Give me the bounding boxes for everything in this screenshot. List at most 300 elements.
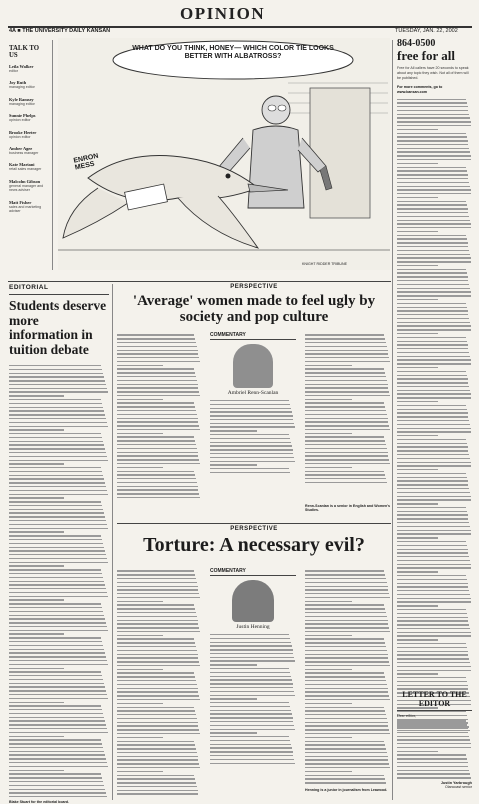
text-line xyxy=(397,363,471,364)
text-line xyxy=(9,789,105,790)
text-line xyxy=(305,376,386,377)
text-line xyxy=(9,482,105,483)
text-line xyxy=(9,781,103,782)
text-line xyxy=(305,623,388,624)
text-line xyxy=(305,748,386,749)
text-line xyxy=(305,695,389,696)
text-line xyxy=(117,744,195,745)
text-line xyxy=(117,654,198,655)
staff-name: Kate Mariani xyxy=(9,162,35,168)
text-line xyxy=(397,609,466,610)
commentary-label: COMMENTARY xyxy=(210,568,296,576)
text-line xyxy=(210,683,293,684)
text-line xyxy=(117,775,194,776)
text-line xyxy=(117,756,198,757)
text-line xyxy=(9,581,104,582)
text-line xyxy=(117,471,194,472)
text-line xyxy=(397,382,468,383)
text-line xyxy=(397,333,438,334)
text-line xyxy=(117,748,196,749)
text-line xyxy=(397,736,469,737)
free-for-all-link: For more comments, go to www.kansan.com xyxy=(397,84,443,94)
text-line xyxy=(9,448,105,449)
perspective-body-col2 xyxy=(210,634,296,764)
text-line xyxy=(9,762,107,763)
text-line xyxy=(9,490,107,491)
text-line xyxy=(305,459,389,460)
text-line xyxy=(9,528,108,529)
text-line xyxy=(117,342,196,343)
text-line xyxy=(117,691,198,692)
text-line xyxy=(397,628,470,629)
text-line xyxy=(9,497,64,498)
text-line xyxy=(305,657,388,658)
text-line xyxy=(397,110,468,111)
staff-name: Malcolm Gibson xyxy=(9,178,41,184)
text-line xyxy=(397,208,468,209)
letter-title: LETTER TO THE EDITOR xyxy=(402,690,467,708)
text-line xyxy=(210,729,295,730)
text-line xyxy=(305,650,387,651)
text-line xyxy=(305,444,386,445)
letter-greeting: Dear editor, xyxy=(397,713,416,718)
text-line xyxy=(305,429,390,430)
text-line xyxy=(117,365,163,366)
text-line xyxy=(397,272,467,273)
text-line xyxy=(305,714,386,715)
text-line xyxy=(9,535,101,536)
text-line xyxy=(397,571,438,572)
text-line xyxy=(305,771,352,772)
text-line xyxy=(305,635,352,636)
text-line xyxy=(305,357,389,358)
text-line xyxy=(305,729,389,730)
text-line xyxy=(305,574,385,575)
text-line xyxy=(9,460,108,461)
text-line xyxy=(397,178,468,179)
text-line xyxy=(210,468,289,469)
paper-name: THE UNIVERSITY DAILY KANSAN xyxy=(22,28,111,34)
text-line xyxy=(9,683,104,684)
text-line xyxy=(9,543,103,544)
text-line xyxy=(397,254,470,255)
text-line xyxy=(305,350,388,351)
text-line xyxy=(397,556,469,557)
perspective-body-col3 xyxy=(305,332,391,486)
text-line xyxy=(397,114,469,115)
text-line xyxy=(305,418,388,419)
text-line xyxy=(117,627,199,628)
staff-role: business manager xyxy=(9,151,39,156)
staff-name: Brooke Heeter xyxy=(9,129,37,135)
text-line xyxy=(117,372,195,373)
text-line xyxy=(305,346,387,347)
staff-role: opinion editor xyxy=(9,134,31,139)
text-line xyxy=(9,547,104,548)
text-line xyxy=(305,421,388,422)
text-line xyxy=(397,632,471,633)
text-line xyxy=(397,477,467,478)
text-line xyxy=(397,754,466,755)
text-line xyxy=(117,650,197,651)
text-line xyxy=(397,280,468,281)
text-line xyxy=(397,204,467,205)
text-line xyxy=(210,445,292,446)
editorial-headline: Students deserve more information in tuition debate xyxy=(9,298,107,357)
text-line xyxy=(397,586,468,587)
text-line xyxy=(397,670,471,671)
text-line xyxy=(397,148,469,149)
text-line xyxy=(305,436,384,437)
text-line xyxy=(117,346,197,347)
text-line xyxy=(117,350,198,351)
text-line xyxy=(117,699,200,700)
text-line xyxy=(117,665,200,666)
text-line xyxy=(305,334,384,335)
text-line xyxy=(9,524,107,525)
text-line xyxy=(117,395,200,396)
text-line xyxy=(9,414,105,415)
text-line xyxy=(397,367,438,368)
text-line xyxy=(305,763,389,764)
text-line xyxy=(305,463,390,464)
text-line xyxy=(305,410,386,411)
text-line xyxy=(9,422,107,423)
text-line xyxy=(9,649,104,650)
perspective-body-col2 xyxy=(210,400,296,473)
text-line xyxy=(210,676,291,677)
text-line xyxy=(305,353,388,354)
text-line xyxy=(397,231,438,232)
text-line xyxy=(210,763,295,764)
text-line xyxy=(305,604,384,605)
text-line xyxy=(397,503,438,504)
text-line xyxy=(9,539,102,540)
perspective-torture xyxy=(117,526,391,800)
text-line xyxy=(397,651,468,652)
text-line xyxy=(9,675,102,676)
staff-role: retail sales manager xyxy=(9,167,42,172)
text-line xyxy=(117,733,200,734)
text-line xyxy=(210,634,289,635)
text-line xyxy=(305,654,388,655)
text-line xyxy=(305,425,389,426)
text-line xyxy=(305,365,352,366)
text-line xyxy=(305,699,390,700)
text-line xyxy=(305,471,384,472)
text-line xyxy=(397,681,467,682)
section-rule xyxy=(117,523,391,524)
text-line xyxy=(210,695,295,696)
text-line xyxy=(117,414,197,415)
text-line xyxy=(117,353,198,354)
text-line xyxy=(397,261,471,262)
text-line xyxy=(9,437,102,438)
author-name: Ambriel Renn-Scanlan xyxy=(227,390,279,396)
text-line xyxy=(210,645,292,646)
text-line xyxy=(305,627,389,628)
text-line xyxy=(9,773,101,774)
text-line xyxy=(397,728,468,729)
text-line xyxy=(305,638,384,639)
text-line xyxy=(397,212,468,213)
text-line xyxy=(305,384,388,385)
staff-name: Amber Agee xyxy=(9,146,33,152)
text-line xyxy=(210,759,294,760)
text-line xyxy=(9,728,107,729)
text-line xyxy=(397,751,438,752)
text-line xyxy=(397,492,470,493)
text-line xyxy=(9,384,106,385)
text-line xyxy=(397,257,471,258)
column-divider xyxy=(112,284,113,800)
text-line xyxy=(117,463,200,464)
text-line xyxy=(305,597,390,598)
text-line xyxy=(9,505,102,506)
text-line xyxy=(397,420,469,421)
text-line xyxy=(397,575,466,576)
text-line xyxy=(397,469,438,470)
text-line xyxy=(9,452,106,453)
text-line xyxy=(305,608,385,609)
text-line xyxy=(9,664,108,665)
text-line xyxy=(397,144,468,145)
text-line xyxy=(305,406,385,407)
text-line xyxy=(397,673,438,674)
text-line xyxy=(210,638,290,639)
text-line xyxy=(397,189,471,190)
text-line xyxy=(117,759,198,760)
text-line xyxy=(210,721,293,722)
text-line xyxy=(397,743,471,744)
text-line xyxy=(9,751,104,752)
text-line xyxy=(117,387,198,388)
text-line xyxy=(117,418,198,419)
text-line xyxy=(397,766,468,767)
text-line xyxy=(210,653,293,654)
text-line xyxy=(397,770,469,771)
text-line xyxy=(397,314,468,315)
text-line xyxy=(117,582,197,583)
column-divider-right xyxy=(392,40,393,800)
text-line xyxy=(305,414,387,415)
text-line xyxy=(9,743,102,744)
staff-name: Leila Walker xyxy=(9,64,34,69)
text-line xyxy=(397,514,468,515)
text-line xyxy=(210,472,290,473)
text-line xyxy=(397,605,438,606)
text-line xyxy=(397,371,466,372)
text-line xyxy=(210,449,293,450)
text-line xyxy=(305,399,352,400)
text-line xyxy=(9,668,64,669)
text-line xyxy=(9,426,108,427)
text-line xyxy=(305,474,385,475)
text-line xyxy=(117,574,195,575)
text-line xyxy=(397,720,466,721)
text-line xyxy=(210,657,294,658)
text-line xyxy=(397,507,466,508)
text-line xyxy=(117,680,196,681)
text-line xyxy=(9,596,108,597)
perspective-headline: Torture: A necessary evil? xyxy=(143,534,365,556)
text-line xyxy=(117,459,199,460)
text-line xyxy=(397,197,438,198)
text-line xyxy=(397,329,471,330)
perspective-body-col3 xyxy=(305,568,391,786)
text-line xyxy=(117,741,194,742)
text-line xyxy=(397,758,467,759)
text-line xyxy=(397,140,468,141)
free-for-all-phone: 864-0500 xyxy=(397,38,436,49)
text-line xyxy=(397,250,469,251)
perspective-kicker: PERSPECTIVE xyxy=(230,284,278,290)
text-line xyxy=(210,419,293,420)
text-line xyxy=(397,590,469,591)
text-line xyxy=(397,541,466,542)
text-line xyxy=(397,439,466,440)
text-line xyxy=(117,722,198,723)
text-line xyxy=(305,669,352,670)
text-line xyxy=(305,452,388,453)
text-line xyxy=(397,465,471,466)
text-line xyxy=(117,623,198,624)
text-line xyxy=(210,642,291,643)
text-line xyxy=(397,522,469,523)
staff-entry xyxy=(9,146,49,155)
text-line xyxy=(397,732,468,733)
text-line xyxy=(210,717,293,718)
text-line xyxy=(210,736,289,737)
text-line xyxy=(397,424,470,425)
text-line xyxy=(210,755,293,756)
text-line xyxy=(9,645,103,646)
text-line xyxy=(117,669,163,670)
text-line xyxy=(305,570,384,571)
text-line xyxy=(9,641,102,642)
text-line xyxy=(210,461,295,462)
text-line xyxy=(397,348,468,349)
text-line xyxy=(397,496,471,497)
text-line xyxy=(397,344,468,345)
text-line xyxy=(397,133,466,134)
text-line xyxy=(9,395,64,396)
text-line xyxy=(117,436,194,437)
text-line xyxy=(117,455,198,456)
text-line xyxy=(397,762,468,763)
text-line xyxy=(397,526,470,527)
text-line xyxy=(117,433,163,434)
text-line xyxy=(9,713,103,714)
text-line xyxy=(397,635,471,636)
text-line xyxy=(117,478,196,479)
text-line xyxy=(397,428,471,429)
text-line xyxy=(117,725,198,726)
text-line xyxy=(9,611,103,612)
text-line xyxy=(9,717,104,718)
text-line xyxy=(397,125,471,126)
text-line xyxy=(210,664,257,665)
free-for-all xyxy=(397,38,472,738)
text-line xyxy=(210,691,294,692)
text-line xyxy=(117,486,198,487)
text-line xyxy=(9,747,103,748)
author-box xyxy=(210,568,296,766)
text-line xyxy=(305,395,390,396)
text-line xyxy=(9,494,108,495)
text-line xyxy=(397,499,471,500)
text-line xyxy=(210,672,290,673)
text-line xyxy=(305,620,388,621)
text-line xyxy=(305,482,387,483)
issue-date: TUESDAY, JAN. 22, 2002 xyxy=(395,28,458,34)
commentary-label: COMMENTARY xyxy=(210,332,296,340)
text-line xyxy=(305,725,388,726)
text-line xyxy=(210,725,294,726)
text-line xyxy=(210,464,257,465)
text-line xyxy=(117,421,198,422)
text-line xyxy=(305,338,385,339)
text-line xyxy=(397,724,467,725)
staff-name: Joy Ruth xyxy=(9,80,27,86)
text-line xyxy=(9,475,103,476)
text-line xyxy=(210,423,294,424)
text-line xyxy=(117,729,199,730)
staff-name: Kyle Ramsey xyxy=(9,96,34,102)
text-line xyxy=(9,584,105,585)
text-line xyxy=(397,564,471,565)
text-line xyxy=(305,433,352,434)
text-line xyxy=(305,601,352,602)
text-line xyxy=(9,403,102,404)
text-line xyxy=(397,375,467,376)
text-line xyxy=(9,550,105,551)
text-line xyxy=(397,454,469,455)
text-line xyxy=(397,617,468,618)
text-line xyxy=(9,618,105,619)
text-line xyxy=(9,599,64,600)
text-line xyxy=(117,384,198,385)
letter-signoff-sub: Olancoast senior xyxy=(445,784,472,789)
text-line xyxy=(117,778,195,779)
text-line xyxy=(305,718,387,719)
text-line xyxy=(397,567,471,568)
author-name: Justin Henning xyxy=(236,624,270,630)
text-line xyxy=(210,415,293,416)
text-line xyxy=(117,793,198,794)
text-line xyxy=(397,450,468,451)
author-photo xyxy=(232,580,274,622)
text-line xyxy=(9,444,104,445)
text-line xyxy=(9,720,105,721)
editorial-body xyxy=(9,365,109,797)
text-line xyxy=(397,579,467,580)
text-line xyxy=(117,657,198,658)
text-line xyxy=(9,622,106,623)
text-line xyxy=(397,352,469,353)
text-line xyxy=(397,662,470,663)
text-line xyxy=(397,533,471,534)
text-line xyxy=(9,407,103,408)
text-line xyxy=(397,685,468,686)
text-line xyxy=(9,373,103,374)
author-photo xyxy=(233,344,273,388)
text-line xyxy=(210,660,295,661)
text-line xyxy=(9,520,106,521)
text-line xyxy=(397,666,471,667)
text-line xyxy=(117,593,199,594)
text-line xyxy=(305,616,387,617)
